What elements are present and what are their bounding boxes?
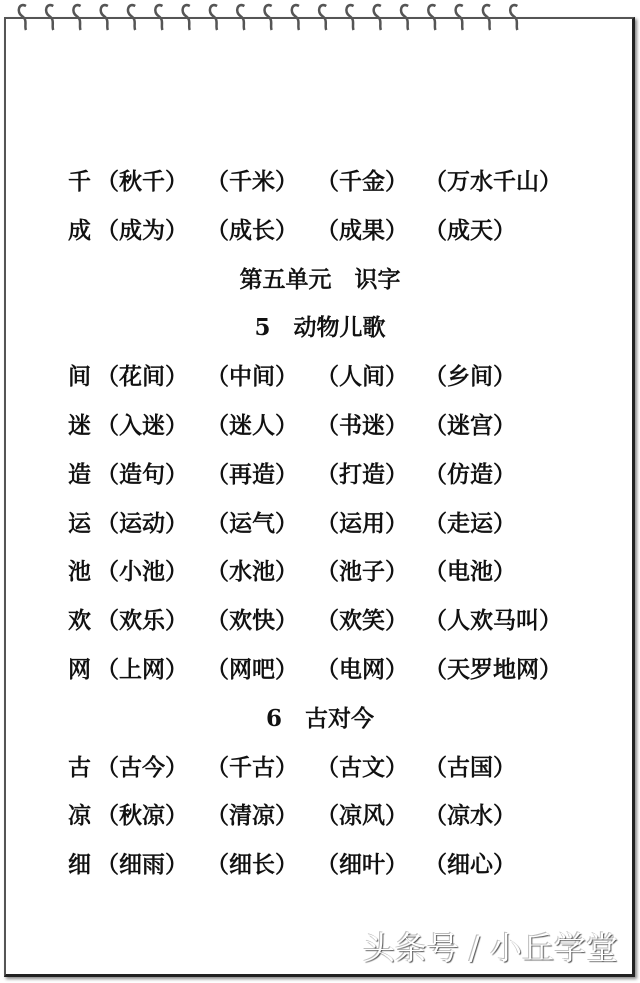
spiral-ring-icon (19, 5, 26, 30)
word-group: （古今） (96, 753, 188, 781)
word-group: （入迷） (96, 412, 188, 439)
character: 欢 (68, 607, 91, 635)
word: 古文 (339, 753, 385, 781)
word-group: （细雨） (96, 851, 188, 879)
word-row (0, 407, 640, 447)
word: 成天 (447, 216, 493, 244)
word-row (0, 651, 640, 691)
word: 成果 (339, 216, 385, 244)
spiral-ring-icon (210, 5, 217, 30)
word-group: （运用） (316, 509, 408, 537)
word-group: （书迷） (316, 412, 408, 439)
word: 造句 (119, 460, 165, 488)
word-row (0, 553, 640, 593)
word: 细心 (447, 851, 493, 879)
word-row (0, 456, 640, 496)
word-group: （乡间） (424, 363, 516, 391)
section-heading: 6 古对今 (265, 704, 374, 732)
word-group: （细长） (206, 851, 298, 879)
word-group: （秋千） (96, 168, 188, 195)
word-group: （成果） (316, 216, 408, 244)
word-group: （运气） (206, 509, 298, 537)
word-group: （小池） (96, 558, 188, 586)
word: 人间 (339, 363, 385, 391)
word: 成长 (229, 216, 275, 244)
word: 细雨 (119, 851, 165, 879)
character: 千 (68, 168, 91, 195)
word: 迷人 (229, 412, 275, 439)
word-group: （人欢马叫） (424, 607, 562, 635)
word-row (0, 602, 640, 642)
word-group: （古国） (424, 753, 516, 781)
word-row (0, 797, 640, 837)
word-group: （运动） (96, 509, 188, 537)
word: 古今 (119, 753, 165, 781)
word-group: （再造） (206, 460, 298, 488)
word-group: （电池） (424, 558, 516, 586)
word-group: （网吧） (206, 656, 298, 683)
word-group: （水池） (206, 558, 298, 586)
word: 细叶 (339, 851, 385, 879)
word-group: （成为） (96, 216, 188, 244)
word-group: （成长） (206, 216, 298, 244)
word-group: （凉水） (424, 802, 516, 830)
word: 中间 (229, 363, 275, 391)
word: 池子 (339, 558, 385, 586)
word: 乡间 (447, 363, 493, 391)
word-row (0, 749, 640, 789)
spiral-ring-icon (237, 5, 244, 30)
word-row (0, 358, 640, 398)
word-group: （天罗地网） (424, 656, 562, 683)
word: 小池 (119, 558, 165, 586)
word-group: （迷宫） (424, 412, 516, 439)
word: 千古 (229, 753, 275, 781)
word-group: （仿造） (424, 460, 516, 488)
word-group: （欢乐） (96, 607, 188, 635)
word: 走运 (447, 509, 493, 537)
word: 迷宫 (447, 412, 493, 439)
word: 人欢马叫 (447, 607, 539, 635)
word: 古国 (447, 753, 493, 781)
word-group: （人间） (316, 363, 408, 391)
word: 仿造 (447, 460, 493, 488)
word-group: （千米） (206, 168, 298, 195)
word: 清凉 (229, 802, 275, 830)
word-group: （秋凉） (96, 802, 188, 830)
character: 间 (68, 363, 91, 391)
word: 千金 (339, 168, 385, 195)
spiral-ring-icon (401, 5, 408, 30)
character: 成 (68, 216, 91, 244)
section-heading: 第五单元 识字 (239, 265, 401, 293)
word-row (0, 212, 640, 252)
section-heading: 5 动物儿歌 (254, 314, 386, 342)
watermark: 头条号 / 小丘学堂 (362, 929, 618, 967)
spiral-ring-icon (428, 5, 435, 30)
word-group: （走运） (424, 509, 516, 537)
word: 凉水 (447, 802, 493, 830)
character: 细 (68, 851, 91, 879)
spiral-ring-icon (155, 5, 162, 30)
word: 欢乐 (119, 607, 165, 635)
spiral-ring-icon (292, 5, 299, 30)
word-group: （打造） (316, 460, 408, 488)
character: 运 (68, 509, 91, 537)
word: 网吧 (229, 656, 275, 683)
spiral-ring-icon (264, 5, 271, 30)
word-group: （欢快） (206, 607, 298, 635)
spiral-ring-icon (346, 5, 353, 30)
word: 天罗地网 (447, 656, 539, 683)
spiral-ring-icon (319, 5, 326, 30)
word-row (0, 163, 640, 203)
spiral-ring-icon (456, 5, 463, 30)
word-group: （凉风） (316, 802, 408, 830)
spiral-ring-icon (73, 5, 80, 30)
word: 电池 (447, 558, 493, 586)
word-group: （造句） (96, 460, 188, 488)
word-group: （千古） (206, 753, 298, 781)
word-group: （万水千山） (424, 168, 562, 195)
word-group: （细心） (424, 851, 516, 879)
character: 凉 (68, 802, 91, 830)
word-group: （迷人） (206, 412, 298, 439)
word: 成为 (119, 216, 165, 244)
word: 运气 (229, 509, 275, 537)
character: 网 (68, 656, 91, 683)
word-group: （细叶） (316, 851, 408, 879)
spiral-ring-icon (483, 5, 490, 30)
word: 水池 (229, 558, 275, 586)
word: 细长 (229, 851, 275, 879)
word-group: （花间） (96, 363, 188, 391)
word: 书迷 (339, 412, 385, 439)
word: 秋千 (119, 168, 165, 195)
word: 运用 (339, 509, 385, 537)
spiral-ring-icon (128, 5, 135, 30)
spiral-ring-icon (510, 5, 517, 30)
character: 造 (68, 460, 91, 488)
word: 打造 (339, 460, 385, 488)
word-row (0, 505, 640, 545)
word-group: （成天） (424, 216, 516, 244)
spiral-binding (0, 0, 640, 40)
word-row (0, 846, 640, 886)
word-group: （千金） (316, 168, 408, 195)
word-group: （上网） (96, 656, 188, 683)
word-group: （池子） (316, 558, 408, 586)
word: 千米 (229, 168, 275, 195)
spiral-ring-icon (183, 5, 190, 30)
word-group: （清凉） (206, 802, 298, 830)
word: 再造 (229, 460, 275, 488)
word: 运动 (119, 509, 165, 537)
word-group: （古文） (316, 753, 408, 781)
character: 迷 (68, 412, 91, 439)
word: 秋凉 (119, 802, 165, 830)
word: 电网 (339, 656, 385, 683)
word: 凉风 (339, 802, 385, 830)
word-group: （电网） (316, 656, 408, 683)
word: 欢快 (229, 607, 275, 635)
word: 入迷 (119, 412, 165, 439)
spiral-ring-icon (101, 5, 108, 30)
word-group: （中间） (206, 363, 298, 391)
word-group: （欢笑） (316, 607, 408, 635)
spiral-ring-icon (374, 5, 381, 30)
word: 欢笑 (339, 607, 385, 635)
character: 古 (68, 753, 91, 781)
word: 花间 (119, 363, 165, 391)
spiral-ring-icon (46, 5, 53, 30)
character: 池 (68, 558, 91, 586)
word: 上网 (119, 656, 165, 683)
word: 万水千山 (447, 168, 539, 195)
